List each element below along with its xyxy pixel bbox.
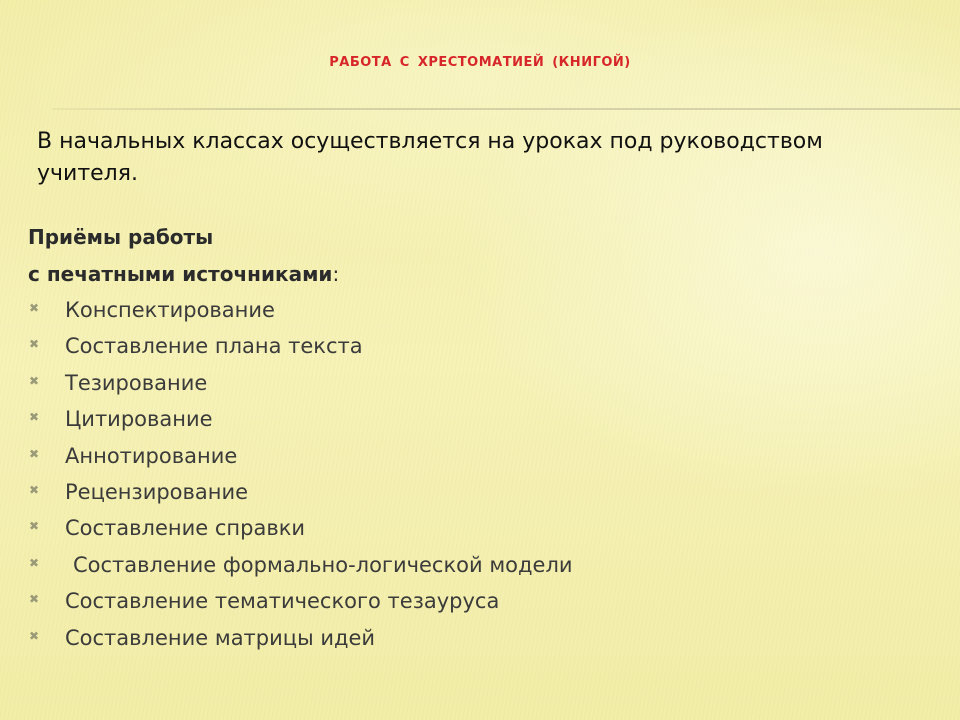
x-bullet-icon: ✖ — [29, 337, 40, 352]
list-item: ✖ Рецензирование — [28, 474, 573, 510]
list-item: ✖ Тезирование — [28, 365, 573, 401]
list-item: ✖ Составление тематического тезауруса — [28, 583, 573, 619]
subheading-colon: : — [332, 262, 340, 286]
slide-title: РАБОТА С ХРЕСТОМАТИЕЙ (КНИГОЙ) — [329, 55, 631, 70]
list-item: ✖ Составление формально-логической модели — [28, 547, 573, 583]
subheading-line-2-text: с печатными источниками — [28, 262, 333, 286]
x-bullet-icon: ✖ — [29, 373, 40, 388]
list-item: ✖ Составление матрицы идей — [28, 620, 573, 656]
x-bullet-icon: ✖ — [29, 592, 40, 607]
subheading-line-1: Приёмы работы — [28, 225, 214, 249]
techniques-list — [28, 292, 573, 656]
title-divider — [52, 108, 960, 110]
list-item: ✖ Составление плана текста — [28, 328, 573, 364]
x-bullet-icon: ✖ — [29, 555, 40, 570]
subheading-line-2 — [28, 262, 728, 286]
list-item: ✖ Конспектирование — [28, 292, 573, 328]
x-bullet-icon: ✖ — [29, 628, 40, 643]
x-bullet-icon: ✖ — [29, 482, 40, 497]
intro-paragraph: В начальных классах осуществляется на уроках под руководством учителя. — [37, 129, 823, 186]
list-item: ✖ Составление справки — [28, 510, 573, 546]
x-bullet-icon: ✖ — [29, 446, 40, 461]
x-bullet-icon: ✖ — [29, 519, 40, 534]
x-bullet-icon: ✖ — [29, 301, 40, 315]
list-item: ✖ Цитирование — [28, 401, 573, 437]
list-item: ✖ Аннотирование — [28, 438, 573, 474]
x-bullet-icon: ✖ — [29, 410, 40, 425]
